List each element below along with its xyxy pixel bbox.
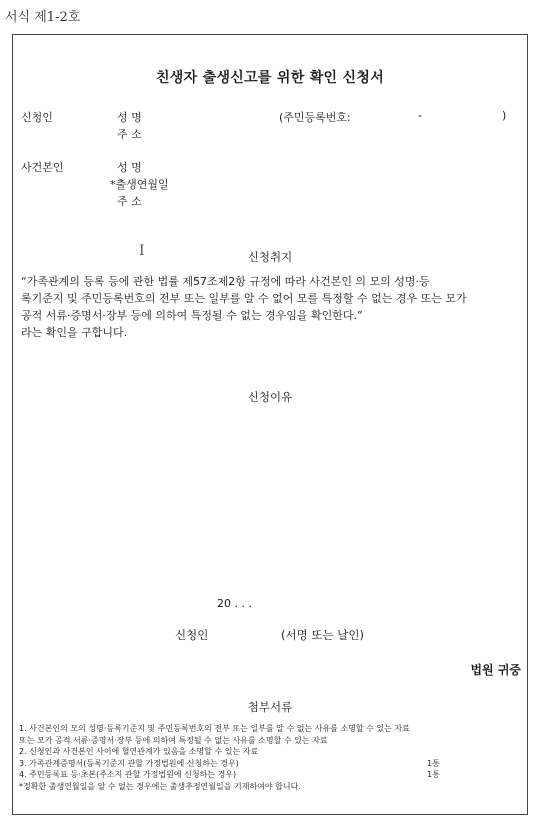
reason-heading: 신청이유 [247,390,293,404]
subject-label: 사건본인 [21,161,64,174]
applicant-name-label: 성 명 [117,111,142,124]
subject-address-label: 주 소 [117,195,142,208]
subject-name-label: 성 명 [117,161,142,174]
date-line: 20 . . . [217,597,252,610]
court-addressee: 법원 귀중 [470,663,521,677]
form-box [12,34,528,815]
form-title: 친생자 출생신고를 위한 확인 신청서 [155,70,385,86]
attachment-item: 또는 모가 공적 서류·증명서·장부 등에 의하여 특정될 수 없는 사유를 소명할 수 있는 자료 [19,735,328,745]
attachment-item: 1. 사건본인의 모의 성명·등록기준지 및 주민등록번호의 전부 또는 일부를 알 수 없는 사유를 소명할 수 있는 자료 [19,724,410,733]
signature-note: (서명 또는 날인) [281,628,364,642]
applicant-rrn-label: (주민등록번호: [279,111,351,124]
purpose-heading: 신청취지 [247,250,293,264]
subject-birth-label: *출생연월일 [110,178,169,191]
attachment-item: 2. 신청인과 사건본인 사이에 혈연관계가 있음을 소명할 수 있는 자료 [19,747,259,756]
purpose-line: 록기준지 및 주민등록번호의 전부 또는 일부를 알 수 없어 모를 특정할 수 없는 경우 또는 모가 [21,292,467,305]
applicant-address-label: 주 소 [117,128,142,141]
attachment-note: *정확한 출생연월일을 알 수 없는 경우에는 출생추정연월일을 기재하여야 합니다. [19,781,301,791]
purpose-line: 라는 확인을 구합니다. [21,326,128,339]
signature-label: 신청인 [175,628,209,642]
form-number: 서식 제1-2호 [5,10,81,25]
applicant-label: 신청인 [21,111,53,124]
applicant-rrn-dash: - [418,109,422,122]
applicant-rrn-close: ) [502,109,507,122]
purpose-line: 공적 서류·증명서·장부 등에 의하여 특정될 수 없는 경우임을 확인한다.” [21,309,363,322]
attachment-item: 3. 가족관계증명서(등록기준지 관할 가정법원에 신청하는 경우) 1통 [19,758,440,768]
attachments-list [19,723,525,792]
attachments-heading: 첨부서류 [247,700,293,714]
purpose-text [21,273,521,341]
text-cursor-icon: I [139,243,145,259]
purpose-line: “가족관계의 등록 등에 관한 법률 제57조제2항 규정에 따라 사건본인 의 모의 성명·등 [21,275,430,288]
attachment-item: 4. 주민등록표 등·초본(주소지 관할 가정법원에 신청하는 경우) 1통 [19,770,440,779]
